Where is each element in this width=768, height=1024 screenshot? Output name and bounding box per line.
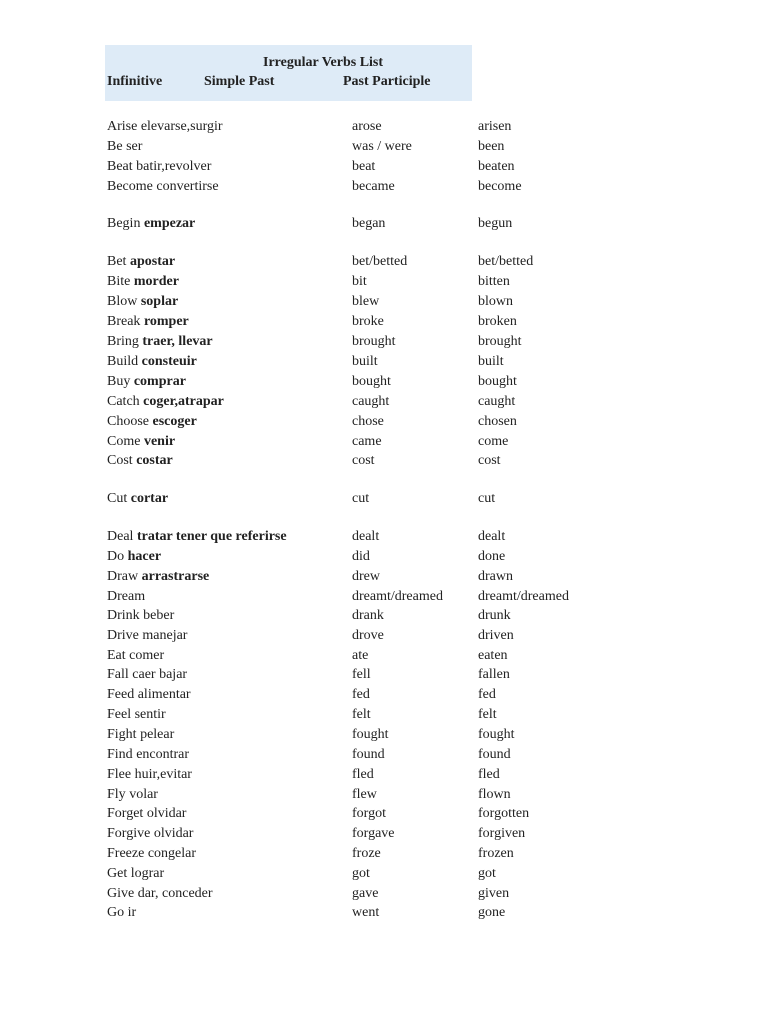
- table-row: [0, 392, 768, 412]
- table-row: [0, 903, 768, 923]
- simple-past-cell: drew: [352, 569, 380, 584]
- infinitive-cell: [107, 864, 164, 884]
- infinitive-cell: [107, 567, 209, 587]
- table-row: [0, 372, 768, 392]
- past-participle-cell: bitten: [478, 274, 510, 289]
- translation: costar: [136, 453, 173, 468]
- simple-past-cell: went: [352, 905, 380, 920]
- simple-past-cell: was / were: [352, 139, 412, 154]
- translation: olvidar: [153, 826, 194, 841]
- infinitive-cell: [107, 272, 179, 292]
- translation: congelar: [147, 846, 197, 861]
- infinitive-verb: Freeze: [107, 846, 145, 861]
- infinitive-cell: [107, 137, 142, 157]
- simple-past-cell: flew: [352, 787, 377, 802]
- infinitive-cell: [107, 292, 178, 312]
- simple-past-cell: forgot: [352, 806, 386, 821]
- past-participle-cell: fallen: [478, 667, 510, 682]
- infinitive-verb: Draw: [107, 569, 139, 584]
- simple-past-cell: forgave: [352, 826, 395, 841]
- translation: comprar: [133, 374, 186, 389]
- past-participle-cell: broken: [478, 314, 517, 329]
- table-row: [0, 252, 768, 272]
- table-row: [0, 745, 768, 765]
- infinitive-cell: [107, 745, 189, 765]
- translation: tratar tener que referirse: [136, 529, 287, 544]
- infinitive-verb: Feed: [107, 687, 135, 702]
- infinitive-verb: Get: [107, 866, 128, 881]
- past-participle-cell: flown: [478, 787, 511, 802]
- infinitive-cell: [107, 392, 224, 412]
- table-row: [0, 785, 768, 805]
- infinitive-cell: [107, 117, 223, 137]
- infinitive-verb: Deal: [107, 529, 134, 544]
- infinitive-cell: [107, 177, 219, 197]
- translation: lograr: [130, 866, 165, 881]
- infinitive-cell: [107, 725, 174, 745]
- table-row: [0, 432, 768, 452]
- simple-past-cell: built: [352, 354, 378, 369]
- table-row: [0, 646, 768, 666]
- column-header-past-participle: Past Participle: [343, 74, 431, 89]
- infinitive-verb: Drink: [107, 608, 140, 623]
- translation: caer bajar: [132, 667, 188, 682]
- infinitive-cell: [107, 626, 187, 646]
- infinitive-verb: Blow: [107, 294, 138, 309]
- simple-past-cell: became: [352, 179, 395, 194]
- simple-past-cell: chose: [352, 414, 384, 429]
- past-participle-cell: eaten: [478, 648, 508, 663]
- table-row: [0, 272, 768, 292]
- infinitive-verb: Catch: [107, 394, 140, 409]
- simple-past-cell: fought: [352, 727, 389, 742]
- simple-past-cell: cut: [352, 491, 370, 506]
- simple-past-cell: began: [352, 216, 386, 231]
- infinitive-verb: Do: [107, 549, 125, 564]
- infinitive-cell: [107, 332, 213, 352]
- past-participle-cell: dreamt/dreamed: [478, 589, 569, 604]
- infinitive-verb: Become: [107, 179, 153, 194]
- past-participle-cell: caught: [478, 394, 516, 409]
- infinitive-cell: [107, 547, 161, 567]
- past-participle-cell: bet/betted: [478, 254, 534, 269]
- infinitive-verb: Fight: [107, 727, 137, 742]
- translation: escoger: [152, 414, 197, 429]
- translation: coger,atrapar: [143, 394, 224, 409]
- translation: apostar: [129, 254, 176, 269]
- past-participle-cell: driven: [478, 628, 514, 643]
- simple-past-cell: caught: [352, 394, 390, 409]
- page-title: Irregular Verbs List: [263, 55, 384, 70]
- past-participle-cell: built: [478, 354, 504, 369]
- simple-past-cell: drank: [352, 608, 384, 623]
- infinitive-verb: Bet: [107, 254, 127, 269]
- infinitive-verb: Dream: [107, 589, 146, 604]
- infinitive-verb: Flee: [107, 767, 132, 782]
- infinitive-cell: [107, 665, 187, 685]
- table-row: [0, 157, 768, 177]
- translation: hacer: [127, 549, 162, 564]
- past-participle-cell: frozen: [478, 846, 514, 861]
- past-participle-cell: fought: [478, 727, 515, 742]
- simple-past-cell: did: [352, 549, 370, 564]
- simple-past-cell: brought: [352, 334, 396, 349]
- infinitive-verb: Feel: [107, 707, 132, 722]
- column-header-infinitive: Infinitive: [107, 74, 163, 89]
- past-participle-cell: been: [478, 139, 505, 154]
- table-row: [0, 177, 768, 197]
- simple-past-cell: felt: [352, 707, 371, 722]
- translation: alimentar: [137, 687, 191, 702]
- infinitive-verb: Cost: [107, 453, 133, 468]
- infinitive-cell: [107, 785, 158, 805]
- infinitive-cell: [107, 157, 211, 177]
- past-participle-cell: got: [478, 866, 496, 881]
- past-participle-cell: arisen: [478, 119, 512, 134]
- table-row: [0, 567, 768, 587]
- infinitive-cell: [107, 489, 168, 509]
- infinitive-cell: [107, 646, 164, 666]
- translation: ir: [127, 905, 137, 920]
- infinitive-verb: Forget: [107, 806, 144, 821]
- infinitive-cell: [107, 252, 175, 272]
- translation: sentir: [134, 707, 166, 722]
- table-row: [0, 705, 768, 725]
- past-participle-cell: given: [478, 886, 510, 901]
- simple-past-cell: fed: [352, 687, 370, 702]
- infinitive-verb: Be: [107, 139, 123, 154]
- column-header-simple-past: Simple Past: [204, 74, 275, 89]
- infinitive-verb: Come: [107, 434, 141, 449]
- table-row: [0, 824, 768, 844]
- infinitive-verb: Find: [107, 747, 133, 762]
- infinitive-cell: [107, 432, 175, 452]
- infinitive-cell: [107, 412, 197, 432]
- infinitive-verb: Fly: [107, 787, 126, 802]
- infinitive-verb: Begin: [107, 216, 141, 231]
- infinitive-verb: Forgive: [107, 826, 151, 841]
- translation: manejar: [142, 628, 188, 643]
- infinitive-cell: [107, 372, 186, 392]
- translation: batir,revolver: [136, 159, 212, 174]
- infinitive-verb: Choose: [107, 414, 149, 429]
- simple-past-cell: fled: [352, 767, 374, 782]
- table-row: [0, 685, 768, 705]
- past-participle-cell: found: [478, 747, 511, 762]
- simple-past-cell: bet/betted: [352, 254, 408, 269]
- translation: traer, llevar: [142, 334, 213, 349]
- infinitive-cell: [107, 804, 186, 824]
- infinitive-cell: [107, 685, 191, 705]
- simple-past-cell: gave: [352, 886, 379, 901]
- translation: soplar: [140, 294, 179, 309]
- simple-past-cell: fell: [352, 667, 371, 682]
- infinitive-cell: [107, 765, 192, 785]
- table-row: [0, 844, 768, 864]
- past-participle-cell: gone: [478, 905, 506, 920]
- infinitive-verb: Beat: [107, 159, 133, 174]
- table-row: [0, 292, 768, 312]
- infinitive-verb: Drive: [107, 628, 139, 643]
- table-row: [0, 332, 768, 352]
- translation: beber: [143, 608, 175, 623]
- infinitive-verb: Give: [107, 886, 135, 901]
- table-row: [0, 606, 768, 626]
- table-row: [0, 665, 768, 685]
- past-participle-cell: bought: [478, 374, 517, 389]
- table-row: [0, 765, 768, 785]
- table-row: [0, 352, 768, 372]
- infinitive-verb: Buy: [107, 374, 131, 389]
- past-participle-cell: felt: [478, 707, 497, 722]
- table-row: [0, 312, 768, 332]
- simple-past-cell: arose: [352, 119, 382, 134]
- past-participle-cell: brought: [478, 334, 522, 349]
- translation: romper: [143, 314, 189, 329]
- translation: volar: [129, 787, 158, 802]
- table-row: [0, 864, 768, 884]
- table-row: [0, 587, 768, 607]
- past-participle-cell: begun: [478, 216, 513, 231]
- translation: dar, conceder: [137, 886, 213, 901]
- translation: convertirse: [156, 179, 219, 194]
- infinitive-cell: [107, 705, 166, 725]
- past-participle-cell: drunk: [478, 608, 511, 623]
- simple-past-cell: blew: [352, 294, 380, 309]
- infinitive-cell: [107, 903, 136, 923]
- infinitive-cell: [107, 844, 196, 864]
- translation: olvidar: [146, 806, 187, 821]
- translation: consteuir: [141, 354, 197, 369]
- infinitive-verb: Fall: [107, 667, 129, 682]
- translation: morder: [133, 274, 179, 289]
- table-row: [0, 547, 768, 567]
- table-row: [0, 214, 768, 234]
- table-row: [0, 489, 768, 509]
- simple-past-cell: drove: [352, 628, 384, 643]
- past-participle-cell: drawn: [478, 569, 513, 584]
- infinitive-verb: Break: [107, 314, 141, 329]
- translation: comer: [129, 648, 165, 663]
- infinitive-cell: [107, 606, 174, 626]
- infinitive-verb: Arise: [107, 119, 138, 134]
- simple-past-cell: dealt: [352, 529, 380, 544]
- translation: encontrar: [136, 747, 190, 762]
- simple-past-cell: came: [352, 434, 382, 449]
- translation: elevarse,surgir: [140, 119, 223, 134]
- past-participle-cell: dealt: [478, 529, 506, 544]
- table-row: [0, 626, 768, 646]
- simple-past-cell: beat: [352, 159, 376, 174]
- translation: arrastrarse: [141, 569, 210, 584]
- infinitive-verb: Go: [107, 905, 125, 920]
- past-participle-cell: beaten: [478, 159, 515, 174]
- past-participle-cell: forgiven: [478, 826, 526, 841]
- simple-past-cell: dreamt/dreamed: [352, 589, 443, 604]
- infinitive-verb: Bring: [107, 334, 139, 349]
- past-participle-cell: done: [478, 549, 506, 564]
- simple-past-cell: broke: [352, 314, 384, 329]
- infinitive-cell: [107, 352, 197, 372]
- past-participle-cell: chosen: [478, 414, 517, 429]
- simple-past-cell: froze: [352, 846, 381, 861]
- table-row: [0, 804, 768, 824]
- past-participle-cell: fed: [478, 687, 496, 702]
- past-participle-cell: forgotten: [478, 806, 530, 821]
- past-participle-cell: cut: [478, 491, 496, 506]
- translation: pelear: [140, 727, 175, 742]
- translation: ser: [126, 139, 143, 154]
- infinitive-cell: [107, 527, 287, 547]
- table-row: [0, 137, 768, 157]
- past-participle-cell: become: [478, 179, 522, 194]
- table-row: [0, 884, 768, 904]
- infinitive-verb: Cut: [107, 491, 128, 506]
- translation: cortar: [130, 491, 169, 506]
- past-participle-cell: blown: [478, 294, 513, 309]
- infinitive-verb: Bite: [107, 274, 131, 289]
- table-row: [0, 527, 768, 547]
- simple-past-cell: bit: [352, 274, 367, 289]
- infinitive-cell: [107, 587, 145, 607]
- infinitive-verb: Build: [107, 354, 139, 369]
- translation: huir,evitar: [134, 767, 192, 782]
- simple-past-cell: got: [352, 866, 370, 881]
- table-row: [0, 412, 768, 432]
- table-row: [0, 451, 768, 471]
- past-participle-cell: fled: [478, 767, 500, 782]
- infinitive-cell: [107, 312, 189, 332]
- simple-past-cell: bought: [352, 374, 391, 389]
- infinitive-verb: Eat: [107, 648, 126, 663]
- translation: venir: [143, 434, 176, 449]
- past-participle-cell: come: [478, 434, 509, 449]
- table-row: [0, 725, 768, 745]
- infinitive-cell: [107, 884, 213, 904]
- infinitive-cell: [107, 824, 193, 844]
- simple-past-cell: cost: [352, 453, 375, 468]
- infinitive-cell: [107, 451, 173, 471]
- simple-past-cell: found: [352, 747, 385, 762]
- infinitive-cell: [107, 214, 195, 234]
- past-participle-cell: cost: [478, 453, 501, 468]
- table-row: [0, 117, 768, 137]
- simple-past-cell: ate: [352, 648, 369, 663]
- translation: empezar: [143, 216, 196, 231]
